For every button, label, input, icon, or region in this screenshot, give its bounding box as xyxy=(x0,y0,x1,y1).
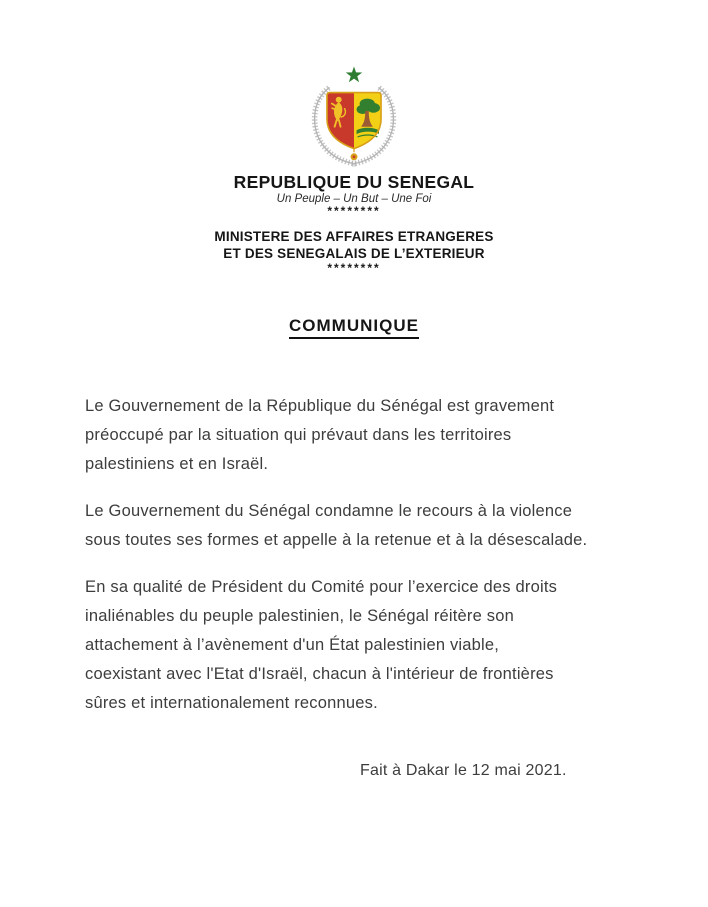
medal-icon xyxy=(351,149,358,161)
shield-icon xyxy=(327,93,381,149)
separator-asterisks-bottom: ******** xyxy=(327,261,381,275)
senegal-coat-of-arms xyxy=(302,66,406,168)
text-line: sous toutes ses formes et appelle à la retenue et à la désescalade. xyxy=(85,531,588,549)
dateline: Fait à Dakar le 12 mai 2021. xyxy=(360,762,567,779)
text-line: préoccupé par la situation qui prévaut dans les territoires xyxy=(85,426,512,444)
text-line: sûres et internationalement reconnues. xyxy=(85,694,378,712)
text-line: coexistant avec l'Etat d'Israël, chacun à l'intérieur de frontières xyxy=(85,665,554,683)
communique-title: COMMUNIQUE xyxy=(289,316,419,339)
paragraph-3 xyxy=(85,573,665,718)
text-line: Le Gouvernement de la République du Sénégal est gravement xyxy=(85,397,555,415)
communique-body xyxy=(85,392,665,736)
text-line: inaliénables du peuple palestinien, le Sénégal réitère son xyxy=(85,607,514,625)
republic-title: REPUBLIQUE DU SENEGAL xyxy=(233,172,475,192)
ministry-name-line-2: ET DES SENEGALAIS DE L’EXTERIEUR xyxy=(223,246,485,261)
text-line: attachement à l’avènement d'un État palestinien viable, xyxy=(85,636,500,654)
text-line: palestiniens et en Israël. xyxy=(85,455,269,473)
separator-asterisks-top: ******** xyxy=(327,204,381,218)
text-line: En sa qualité de Président du Comité pour l’exercice des droits xyxy=(85,578,558,596)
ministry-name-line-1: MINISTERE DES AFFAIRES ETRANGERES xyxy=(214,229,494,244)
paragraph-2 xyxy=(85,497,665,555)
text-line: Le Gouvernement du Sénégal condamne le recours à la violence xyxy=(85,502,573,520)
paragraph-1 xyxy=(85,392,665,479)
communique-title-row xyxy=(0,316,708,339)
green-star-icon xyxy=(346,67,362,83)
ministry-name xyxy=(0,228,708,262)
national-motto: Un Peuple – Un But – Une Foi xyxy=(276,193,432,205)
